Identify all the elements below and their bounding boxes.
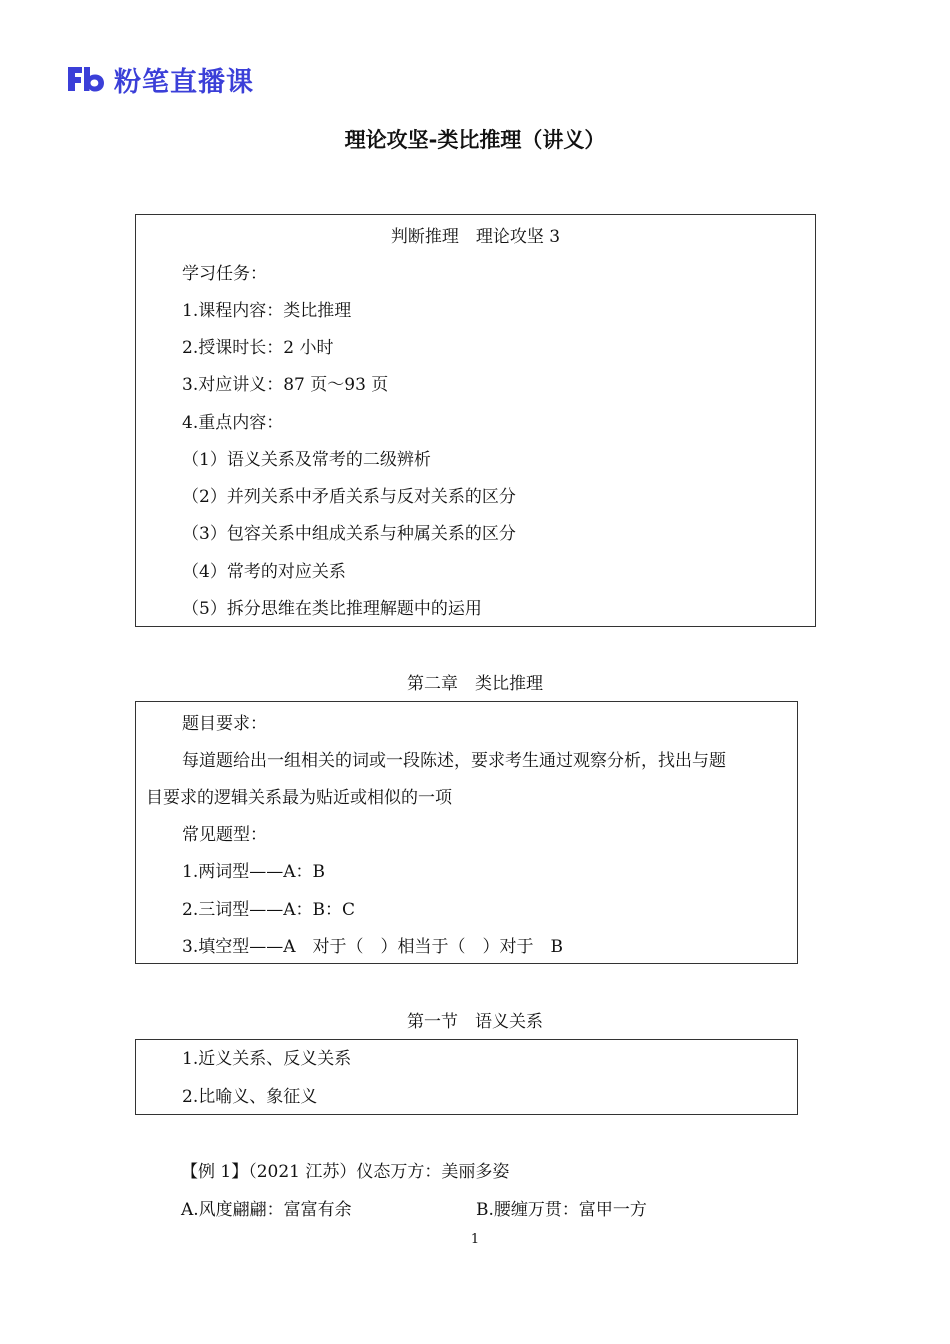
box1-line: （3）包容关系中组成关系与种属关系的区分 <box>182 524 516 544</box>
brand-name: 粉笔直播课 <box>114 66 254 98</box>
box1-line: （2）并列关系中矛盾关系与反对关系的区分 <box>182 487 516 507</box>
box2-line: 常见题型： <box>182 825 267 845</box>
requirements-box <box>135 701 798 964</box>
box2-line: 每道题给出一组相关的词或一段陈述，要求考生通过观察分析，找出与题 <box>182 751 726 771</box>
option-a: A.风度翩翩：富富有余 <box>181 1200 352 1220</box>
box1-heading: 判断推理 理论攻坚 3 <box>390 227 561 247</box>
page-number: 1 <box>470 1232 480 1247</box>
box3-line: 2.比喻义、象征义 <box>182 1087 318 1107</box>
box1-line: 3.对应讲义：87 页～93 页 <box>182 375 389 395</box>
box1-line: 学习任务： <box>182 264 267 284</box>
box1-line: （5）拆分思维在类比推理解题中的运用 <box>182 599 482 619</box>
document-title: 理论攻坚-类比推理（讲义） <box>344 128 606 152</box>
box1-line: （4）常考的对应关系 <box>182 562 346 582</box>
learning-tasks-box <box>135 214 816 627</box>
option-b: B.腰缠万贯：富甲一方 <box>476 1200 647 1220</box>
box1-line: 1.课程内容：类比推理 <box>182 301 352 321</box>
chapter-heading: 第二章 类比推理 <box>407 674 543 694</box>
box2-line: 目要求的逻辑关系最为贴近或相似的一项 <box>146 788 452 808</box>
box2-line: 3.填空型——A 对于（ ）相当于（ ）对于 B <box>182 937 563 957</box>
box2-line: 1.两词型——A：B <box>182 862 325 882</box>
example-stem: 【例 1】（2021 江苏）仪态万方：美丽多姿 <box>181 1162 510 1182</box>
box1-line: 4.重点内容： <box>182 413 284 433</box>
box1-line: 2.授课时长：2 小时 <box>182 338 334 358</box>
box3-line: 1.近义关系、反义关系 <box>182 1049 352 1069</box>
section-heading: 第一节 语义关系 <box>407 1012 543 1032</box>
box2-line: 2.三词型——A：B：C <box>182 900 355 920</box>
brand-logo <box>66 62 254 96</box>
box2-line: 题目要求： <box>182 714 267 734</box>
semantic-relations-box <box>135 1039 798 1115</box>
box1-line: （1）语义关系及常考的二级辨析 <box>182 450 431 470</box>
fb-logo-icon <box>66 64 106 94</box>
